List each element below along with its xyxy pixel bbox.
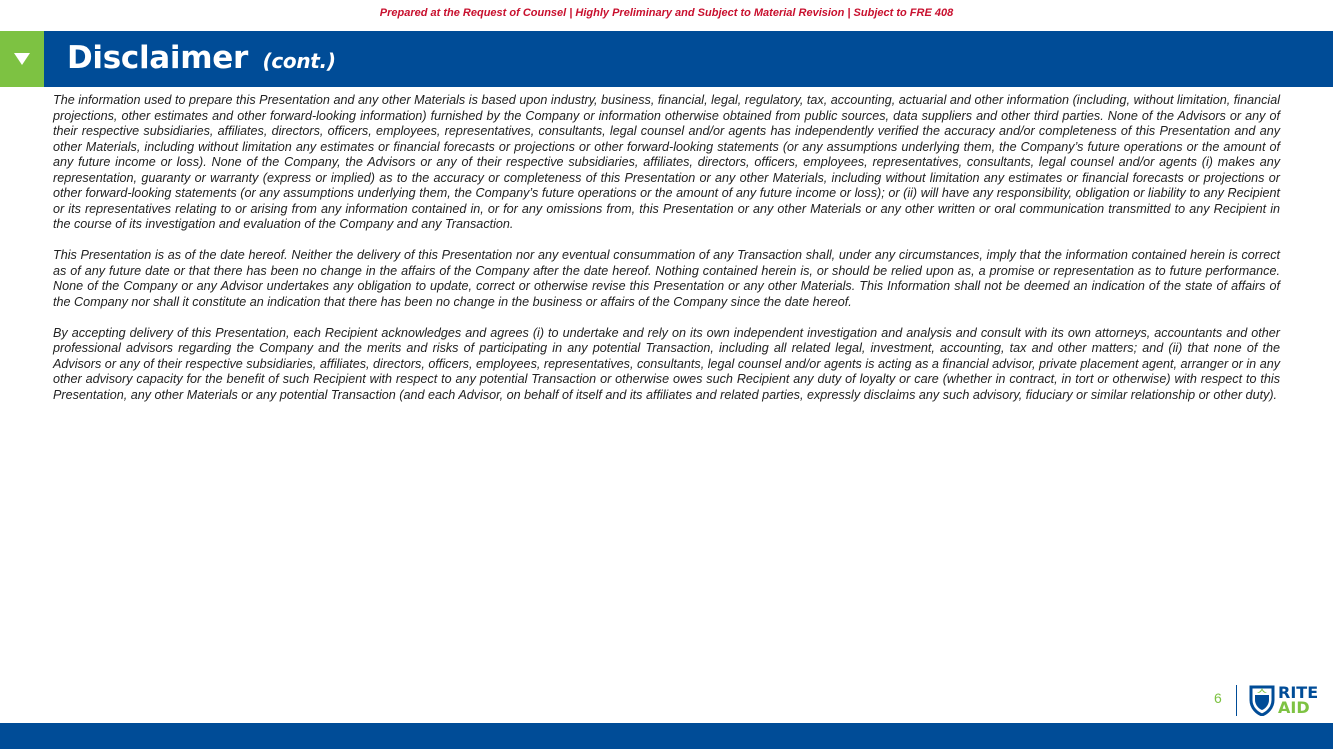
title-bar — [0, 31, 1333, 87]
page-number: 6 — [1214, 690, 1222, 706]
section-marker — [0, 31, 44, 87]
disclaimer-paragraph: By accepting delivery of this Presentation, each Recipient acknowledges and agrees (i) to undertake and rely on its own independent investigation and analysis and consult with its own attorneys, accountants and other professional advisors regarding the Company and the merits and risks of participating in any potential Transaction, including all related legal, investment, accounting, tax and other matters; and (ii) that none of the Advisors or any of their respective subsidiaries, affiliates, directors, officers, employees, representatives, consultants, legal counsel and/or agents is acting as a financial advisor, private placement agent, arranger or in any other advisory capacity for the benefit of such Recipient with respect to any potential Transaction or otherwise owes such Recipient any duty of loyalty or care (whether in contract, in tort or otherwise) with respect to this Presentation, any other Materials or any potential Transaction (and each Advisor, on behalf of itself and its affiliates and related parties, expressly disclaims any such advisory, fiduciary or similar relationship or other duty). — [53, 325, 1280, 402]
logo-text-aid: AID — [1278, 698, 1310, 717]
footer-divider — [1236, 685, 1237, 716]
rite-aid-logo — [1249, 684, 1321, 718]
page-title-main: Disclaimer — [67, 40, 248, 76]
logo-text-rite: RITE — [1278, 683, 1319, 702]
disclaimer-body — [53, 93, 1280, 419]
page-title-suffix: (cont.) — [262, 49, 336, 73]
footer-bar — [0, 723, 1333, 749]
triangle-down-icon — [14, 53, 30, 65]
confidentiality-note: Prepared at the Request of Counsel | Highly Preliminary and Subject to Material Revision | Subject to FRE 408 — [379, 7, 954, 19]
page-title — [67, 40, 336, 76]
disclaimer-paragraph: The information used to prepare this Presentation and any other Materials is based upon industry, business, financial, legal, regulatory, tax, accounting, actuarial and other information (including, without limitation, financial projections, other estimates and other forward-looking information) furnished by the Company or information otherwise obtained from public sources, data suppliers and other third parties. None of the Advisors or any of their respective subsidiaries, affiliates, directors, officers, employees, representatives, consultants, legal counsel and/or agents has independently verified the accuracy and/or completeness of this Presentation and any other Materials, including without limitation any estimates or financial forecasts or projections or other forward-looking statements (or any assumptions underlying them, the Company’s future operations or the amount of any future income or loss). None of the Company, the Advisors or any of their respective subsidiaries, affiliates, directors, officers, employees, representatives, consultants, legal counsel and/or agents (i) makes any representation, guaranty or warranty (express or implied) as to the accuracy or completeness of this Presentation or any other Materials, including without limitation any estimates or financial forecasts or projections or other forward-looking statements (or any assumptions underlying them, the Company’s future operations or the amount of any future income or loss); or (ii) will have any responsibility, obligation or liability to any Recipient or its representatives relating to or arising from any information contained in, or for any omissions from, this Presentation or any other Materials or any other written or oral communication transmitted to any Recipient in the course of its investigation and evaluation of the Company and any Transaction. — [53, 93, 1280, 231]
shield-icon — [1249, 684, 1275, 716]
disclaimer-paragraph: This Presentation is as of the date hereof. Neither the delivery of this Presentation nor any eventual consummation of any Transaction shall, under any circumstances, imply that the information contained herein is correct as of any future date or that there has been no change in the affairs of the Company after the date hereof. Nothing contained herein is, or should be relied upon as, a promise or representation as to future performance. None of the Company or any Advisor undertakes any obligation to update, correct or otherwise revise this Presentation or any other Materials. This Information shall not be deemed an indication of the state of affairs of the Company nor shall it constitute an indication that there has been no change in the business or affairs of the Company since the date hereof. — [53, 248, 1280, 309]
